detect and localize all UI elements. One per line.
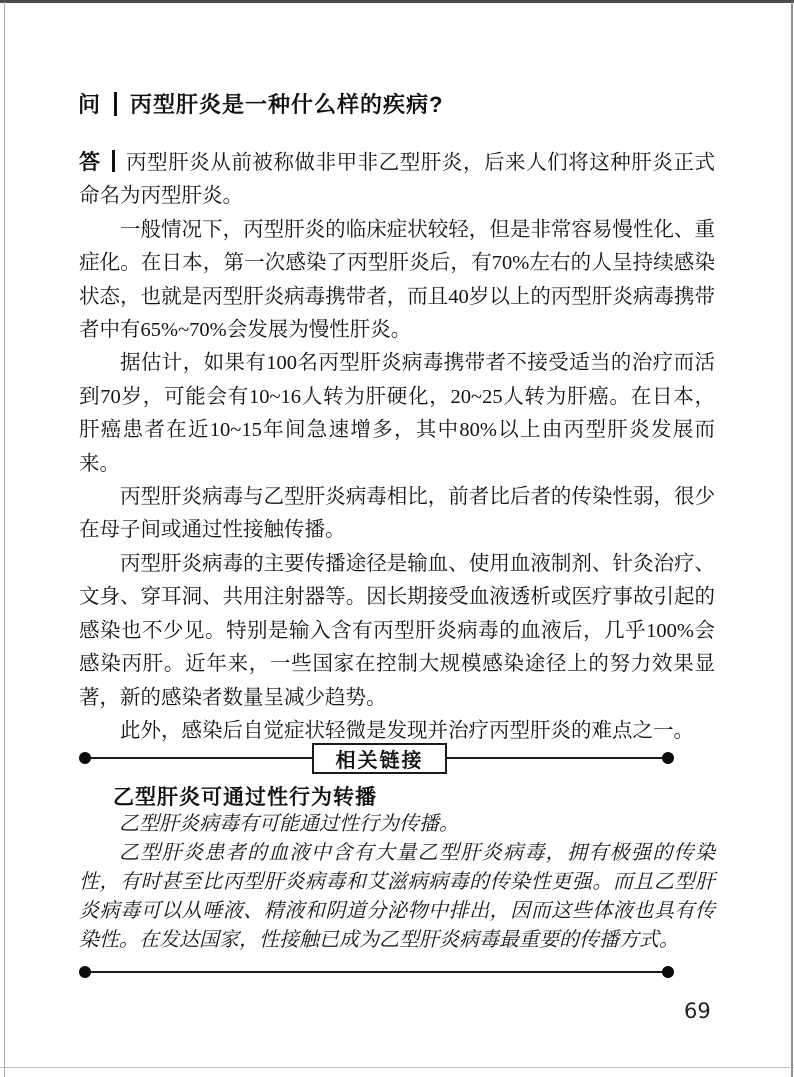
related-links-divider: [79, 743, 674, 774]
answer-lead-paragraph: [79, 146, 715, 214]
page-edge-top: [0, 0, 794, 3]
related-links-label: 相关链接: [335, 750, 424, 772]
related-links-body: [79, 810, 715, 955]
divider-dot-left: [79, 752, 91, 764]
related-links-box: [312, 743, 447, 774]
question-label: 问: [78, 92, 102, 117]
body-paragraph: 丙型肝炎病毒与乙型肝炎病毒相比，前者比后者的传染性弱，很少在母子间或通过性接触传播。: [79, 486, 715, 542]
answer-body: [79, 146, 715, 748]
body-paragraph: 一般情况下，丙型肝炎的临床症状较轻，但是非常容易慢性化、重症化。在日本，第一次感染了丙型肝炎后，有70%左右的人呈持续感染状态，也就是丙型肝炎病毒携带者，而且40岁以上的丙型肝炎病毒携带者中有65%~70%会发展为慢性肝炎。: [79, 218, 715, 342]
closing-rule: [79, 966, 674, 978]
question-separator-bar: [114, 92, 117, 116]
related-paragraph: 乙型肝炎病毒有可能通过性行为传播。: [119, 813, 459, 835]
divider-dot-right: [662, 752, 674, 764]
related-heading: 乙型肝炎可通过性行为转播: [113, 786, 377, 809]
answer-label: 答: [79, 151, 101, 174]
question-text: 丙型肝炎是一种什么样的疾病?: [130, 92, 444, 117]
body-paragraph: 据估计，如果有100名丙型肝炎病毒携带者不接受适当的治疗而活到70岁，可能会有10~16人转为肝硬化，20~25人转为肝癌。在日本，肝癌患者在近10~15年间急速增多，其中80%以上由丙型肝炎发展而来。: [79, 352, 715, 475]
closing-rule-dot-right: [662, 966, 674, 978]
related-paragraph: 乙型肝炎患者的血液中含有大量乙型肝炎病毒，拥有极强的传染性，有时甚至比丙型肝炎病毒和艾滋病病毒的传染性更强。而且乙型肝炎病毒可以从唾液、精液和阴道分泌物中排出，因而这些体液也具有传染性。在发达国家，性接触已成为乙型肝炎病毒最重要的传播方式。: [79, 842, 715, 951]
body-paragraph: 丙型肝炎病毒的主要传播途径是输血、使用血液制剂、针灸治疗、文身、穿耳洞、共用注射器等。因长期接受血液透析或医疗事故引起的感染也不少见。特别是输入含有丙型肝炎病毒的血液后，几乎100%会感染丙肝。近年来，一些国家在控制大规模感染途径上的努力效果显著，新的感染者数量呈减少趋势。: [79, 552, 715, 709]
closing-rule-line: [84, 971, 669, 973]
body-paragraph: 此外，感染后自觉症状轻微是发现并治疗丙型肝炎的难点之一。: [120, 719, 694, 742]
page-edge-left: [4, 2, 5, 1077]
answer-separator-bar: [112, 150, 115, 172]
answer-lead-text: 丙型肝炎从前被称做非甲非乙型肝炎，后来人们将这种肝炎正式命名为丙型肝炎。: [79, 152, 716, 208]
page-edge-bottom: [0, 1067, 794, 1068]
question-title: [78, 88, 443, 119]
page-edge-right: [791, 2, 793, 1077]
page-number: 69: [684, 999, 711, 1023]
closing-rule-dot-left: [79, 966, 91, 978]
